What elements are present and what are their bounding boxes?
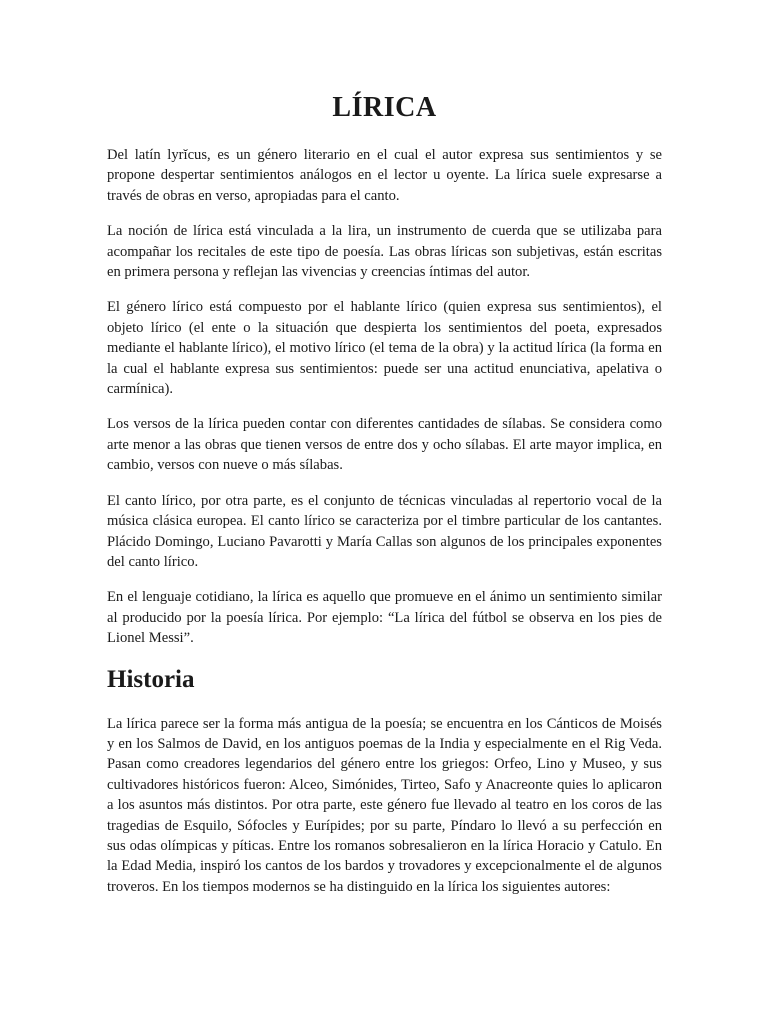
section-heading-historia: Historia [107,665,195,693]
paragraph-definition: Del latín lyrĭcus, es un género literario en el cual el autor expresa sus sentimientos y se propone despertar sentimientos análogos en el lector u oyente. La lírica suele expresarse a través de obras en verso, apropiadas para el canto. [107,147,662,204]
paragraph-canto-lirico: El canto lírico, por otra parte, es el conjunto de técnicas vinculadas al repertorio vocal de la música clásica europea. El canto lírico se caracteriza por el timbre particular de los cantantes. Plácido Domingo, Luciano Pavarotti y María Callas son algunos de los principales exponentes del canto lírico. [107,492,662,570]
document-title: LÍRICA [332,92,437,123]
paragraph-lenguaje-cotidiano: En el lenguaje cotidiano, la lírica es aquello que promueve en el ánimo un sentimiento similar al producido por la poesía lírica. Por ejemplo: “La lírica del fútbol se observa en los pies de Lionel Messi”. [107,589,662,647]
paragraph-versos: Los versos de la lírica pueden contar con diferentes cantidades de sílabas. Se considera como arte menor a las obras que tienen versos de entre dos y ocho sílabas. El arte mayor implica, en cambio, versos con nueve o más sílabas. [107,416,662,474]
paragraph-historia: La lírica parece ser la forma más antigua de la poesía; se encuentra en los Cánticos de Moisés y en los Salmos de David, en los antiguos poemas de la India y especialmente en el Rig Veda. Pasan como creadores legendarios del género entre los griegos: Orfeo, Lino y Museo, y sus cultivadores históricos fueron: Alceo, Simónides, Tirteo, Safo y Anacreonte quies lo aplicaron a los asuntos más distintos. Por otra parte, este género fue llevado al teatro en los coros de las tragedias de Esquilo, Sófocles y Eurípides; por su parte, Píndaro lo llevó a su perfección en sus odas olímpicas y píticas. Entre los romanos sobresalieron en la lírica Horacio y Catulo. En la Edad Media, inspiró los cantos de los bardos y trovadores y excepcionalmente el de algunos troveros. En los tiempos modernos se ha distinguido en la lírica los siguientes autores: [107,715,662,895]
paragraph-genero-lirico: El género lírico está compuesto por el hablante lírico (quien expresa sus sentimientos), el objeto lírico (el ente o la situación que despierta los sentimientos del poeta, expresados mediante el hablante lírico), el motivo lírico (el tema de la obra) y la actitud lírica (la forma en la cual el hablante expresa sus sentimientos: puede ser una actitud enunciativa, apelativa o carmínica). [107,299,662,398]
document-body [107,145,662,912]
paragraph-lira: La noción de lírica está vinculada a la lira, un instrumento de cuerda que se utilizaba para acompañar los recitales de este tipo de poesía. Las obras líricas son subjetivas, están escritas en primera persona y reflejan las vivencias y creencias íntimas del autor. [107,223,662,281]
